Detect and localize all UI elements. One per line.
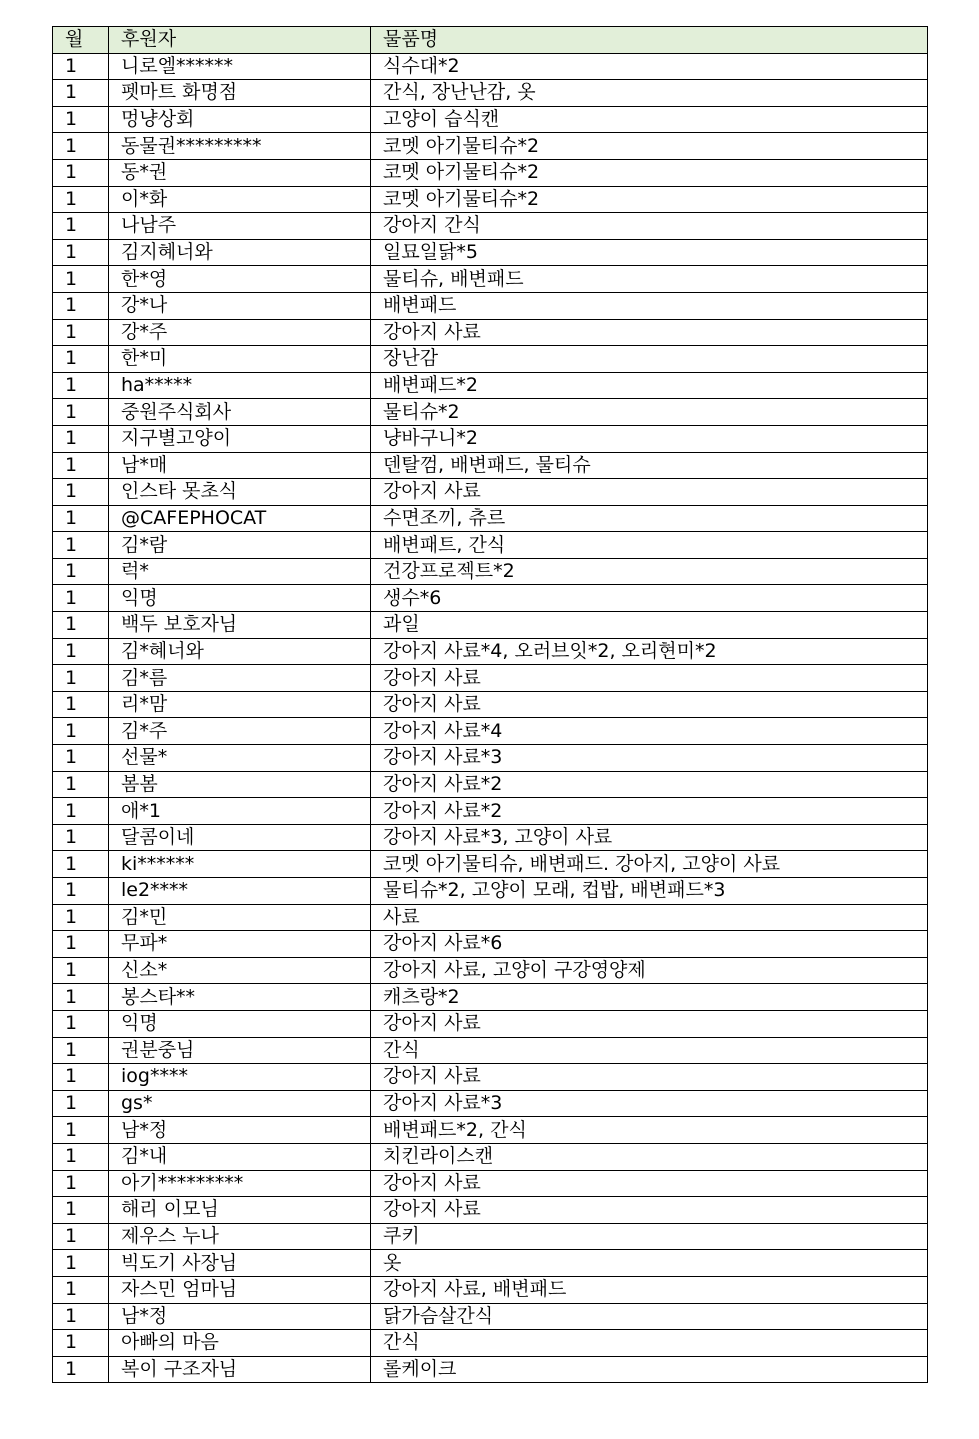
table-row — [53, 1197, 928, 1224]
month-cell: 1 — [53, 691, 109, 718]
month-cell: 1 — [53, 186, 109, 213]
month-cell: 1 — [53, 53, 109, 80]
month-cell: 1 — [53, 1037, 109, 1064]
item-cell: 물티슈, 배변패드 — [371, 266, 928, 293]
month-cell: 1 — [53, 585, 109, 612]
item-cell: 강아지 사료*4, 오러브잇*2, 오리현미*2 — [371, 638, 928, 665]
item-cell: 장난감 — [371, 346, 928, 373]
table-row — [53, 1330, 928, 1357]
donor-cell: 익명 — [109, 1010, 371, 1037]
table-row — [53, 479, 928, 506]
table-row — [53, 957, 928, 984]
item-cell: 강아지 사료 — [371, 1170, 928, 1197]
table-row — [53, 745, 928, 772]
donor-cell: ki****** — [109, 851, 371, 878]
month-cell: 1 — [53, 745, 109, 772]
donor-cell: 동*권 — [109, 159, 371, 186]
month-cell: 1 — [53, 239, 109, 266]
month-cell: 1 — [53, 1303, 109, 1330]
table-row — [53, 798, 928, 825]
month-cell: 1 — [53, 266, 109, 293]
month-cell: 1 — [53, 984, 109, 1011]
donor-cell: 남*정 — [109, 1117, 371, 1144]
header-month: 월 — [53, 27, 109, 54]
item-cell: 코멧 아기물티슈*2 — [371, 186, 928, 213]
donor-cell: 강*주 — [109, 319, 371, 346]
month-cell: 1 — [53, 319, 109, 346]
donor-cell: 애*1 — [109, 798, 371, 825]
table-row — [53, 1223, 928, 1250]
month-cell: 1 — [53, 1330, 109, 1357]
month-cell: 1 — [53, 824, 109, 851]
month-cell: 1 — [53, 1276, 109, 1303]
month-cell: 1 — [53, 665, 109, 692]
table-row — [53, 904, 928, 931]
table-row — [53, 1090, 928, 1117]
donor-cell: 해리 이모님 — [109, 1197, 371, 1224]
item-cell: 간식 — [371, 1330, 928, 1357]
month-cell: 1 — [53, 505, 109, 532]
item-cell: 치킨라이스캔 — [371, 1143, 928, 1170]
donor-cell: 백두 보호자님 — [109, 612, 371, 639]
month-cell: 1 — [53, 612, 109, 639]
table-row — [53, 346, 928, 373]
donor-cell: 김*민 — [109, 904, 371, 931]
item-cell: 냥바구니*2 — [371, 425, 928, 452]
month-cell: 1 — [53, 1170, 109, 1197]
table-row — [53, 213, 928, 240]
header-item: 물품명 — [371, 27, 928, 54]
donor-cell: 김*주 — [109, 718, 371, 745]
donor-cell: le2**** — [109, 878, 371, 905]
month-cell: 1 — [53, 904, 109, 931]
item-cell: 쿠키 — [371, 1223, 928, 1250]
table-row — [53, 505, 928, 532]
table-row — [53, 532, 928, 559]
donor-cell: @CAFEPHOCAT — [109, 505, 371, 532]
donor-cell: 남*정 — [109, 1303, 371, 1330]
item-cell: 강아지 사료*3 — [371, 1090, 928, 1117]
item-cell: 강아지 사료*4 — [371, 718, 928, 745]
month-cell: 1 — [53, 1010, 109, 1037]
item-cell: 간식 — [371, 1037, 928, 1064]
table-row — [53, 1010, 928, 1037]
table-row — [53, 771, 928, 798]
item-cell: 배변패트, 간식 — [371, 532, 928, 559]
table-row — [53, 1064, 928, 1091]
donor-cell: 리*맘 — [109, 691, 371, 718]
table-row — [53, 878, 928, 905]
donor-cell: 봉스타** — [109, 984, 371, 1011]
month-cell: 1 — [53, 452, 109, 479]
table-row — [53, 372, 928, 399]
item-cell: 과일 — [371, 612, 928, 639]
donor-cell: 무파* — [109, 931, 371, 958]
item-cell: 캐츠랑*2 — [371, 984, 928, 1011]
donor-cell: 지구별고양이 — [109, 425, 371, 452]
table-row — [53, 612, 928, 639]
month-cell: 1 — [53, 771, 109, 798]
donor-cell: 선물* — [109, 745, 371, 772]
item-cell: 강아지 간식 — [371, 213, 928, 240]
table-row — [53, 80, 928, 107]
donor-cell: 펫마트 화명점 — [109, 80, 371, 107]
item-cell: 코멧 아기물티슈*2 — [371, 159, 928, 186]
month-cell: 1 — [53, 425, 109, 452]
month-cell: 1 — [53, 798, 109, 825]
item-cell: 물티슈*2, 고양이 모래, 컵밥, 배변패드*3 — [371, 878, 928, 905]
donor-cell: 중원주식회사 — [109, 399, 371, 426]
table-row — [53, 106, 928, 133]
table-row — [53, 665, 928, 692]
table-row — [53, 425, 928, 452]
item-cell: 간식, 장난난감, 옷 — [371, 80, 928, 107]
table-row — [53, 186, 928, 213]
donation-table — [52, 26, 928, 1383]
table-row — [53, 1143, 928, 1170]
item-cell: 강아지 사료 — [371, 1197, 928, 1224]
table-row — [53, 984, 928, 1011]
month-cell: 1 — [53, 80, 109, 107]
item-cell: 강아지 사료*2 — [371, 798, 928, 825]
donor-cell: 익명 — [109, 585, 371, 612]
table-row — [53, 133, 928, 160]
donor-cell: 멍냥상회 — [109, 106, 371, 133]
item-cell: 강아지 사료 — [371, 1010, 928, 1037]
month-cell: 1 — [53, 1143, 109, 1170]
table-row — [53, 638, 928, 665]
item-cell: 수면조끼, 츄르 — [371, 505, 928, 532]
donor-cell: 한*미 — [109, 346, 371, 373]
item-cell: 강아지 사료*6 — [371, 931, 928, 958]
item-cell: 덴탈껌, 배변패드, 물티슈 — [371, 452, 928, 479]
donor-cell: 김*름 — [109, 665, 371, 692]
donor-cell: 인스타 못초식 — [109, 479, 371, 506]
month-cell: 1 — [53, 399, 109, 426]
month-cell: 1 — [53, 346, 109, 373]
month-cell: 1 — [53, 292, 109, 319]
month-cell: 1 — [53, 1090, 109, 1117]
donor-cell: 달콤이네 — [109, 824, 371, 851]
table-row — [53, 1037, 928, 1064]
item-cell: 강아지 사료*3 — [371, 745, 928, 772]
table-row — [53, 1170, 928, 1197]
donor-cell: 복이 구조자님 — [109, 1356, 371, 1383]
table-body — [53, 53, 928, 1383]
donor-cell: 니로엘****** — [109, 53, 371, 80]
month-cell: 1 — [53, 638, 109, 665]
month-cell: 1 — [53, 1117, 109, 1144]
donor-cell: 신소* — [109, 957, 371, 984]
item-cell: 강아지 사료*3, 고양이 사료 — [371, 824, 928, 851]
month-cell: 1 — [53, 213, 109, 240]
donor-cell: 럭* — [109, 558, 371, 585]
item-cell: 일묘일닭*5 — [371, 239, 928, 266]
month-cell: 1 — [53, 532, 109, 559]
item-cell: 코멧 아기물티슈*2 — [371, 133, 928, 160]
month-cell: 1 — [53, 931, 109, 958]
month-cell: 1 — [53, 133, 109, 160]
table-row — [53, 399, 928, 426]
item-cell: 고양이 습식캔 — [371, 106, 928, 133]
item-cell: 강아지 사료 — [371, 1064, 928, 1091]
donor-cell: 이*화 — [109, 186, 371, 213]
item-cell: 강아지 사료*2 — [371, 771, 928, 798]
donor-cell: 남*매 — [109, 452, 371, 479]
donor-cell: 자스민 엄마님 — [109, 1276, 371, 1303]
table-row — [53, 1250, 928, 1277]
item-cell: 물티슈*2 — [371, 399, 928, 426]
donor-cell: 아빠의 마음 — [109, 1330, 371, 1357]
item-cell: 건강프로젝트*2 — [371, 558, 928, 585]
table-row — [53, 824, 928, 851]
item-cell: 강아지 사료 — [371, 479, 928, 506]
month-cell: 1 — [53, 878, 109, 905]
table-row — [53, 718, 928, 745]
item-cell: 배변패드*2 — [371, 372, 928, 399]
table-row — [53, 558, 928, 585]
item-cell: 생수*6 — [371, 585, 928, 612]
table-row — [53, 691, 928, 718]
donor-cell: 제우스 누나 — [109, 1223, 371, 1250]
donor-cell: 김*내 — [109, 1143, 371, 1170]
item-cell: 강아지 사료 — [371, 319, 928, 346]
month-cell: 1 — [53, 479, 109, 506]
item-cell: 옷 — [371, 1250, 928, 1277]
table-header — [53, 27, 928, 54]
item-cell: 배변패드*2, 간식 — [371, 1117, 928, 1144]
table-row — [53, 159, 928, 186]
donor-cell: ha***** — [109, 372, 371, 399]
month-cell: 1 — [53, 1197, 109, 1224]
month-cell: 1 — [53, 106, 109, 133]
month-cell: 1 — [53, 851, 109, 878]
month-cell: 1 — [53, 159, 109, 186]
item-cell: 식수대*2 — [371, 53, 928, 80]
table-row — [53, 1303, 928, 1330]
month-cell: 1 — [53, 1064, 109, 1091]
donor-cell: 나남주 — [109, 213, 371, 240]
table-row — [53, 319, 928, 346]
table-row — [53, 851, 928, 878]
item-cell: 닭가슴살간식 — [371, 1303, 928, 1330]
table-row — [53, 1276, 928, 1303]
month-cell: 1 — [53, 1356, 109, 1383]
donor-cell: gs* — [109, 1090, 371, 1117]
item-cell: 배변패드 — [371, 292, 928, 319]
table-row — [53, 1117, 928, 1144]
donor-cell: iog**** — [109, 1064, 371, 1091]
table-row — [53, 53, 928, 80]
table-row — [53, 931, 928, 958]
item-cell: 강아지 사료 — [371, 665, 928, 692]
table-row — [53, 452, 928, 479]
month-cell: 1 — [53, 957, 109, 984]
table-row — [53, 585, 928, 612]
table-row — [53, 239, 928, 266]
month-cell: 1 — [53, 558, 109, 585]
item-cell: 롤케이크 — [371, 1356, 928, 1383]
donor-cell: 김*혜너와 — [109, 638, 371, 665]
month-cell: 1 — [53, 1223, 109, 1250]
donor-cell: 강*나 — [109, 292, 371, 319]
donor-cell: 김*람 — [109, 532, 371, 559]
donor-cell: 봄봄 — [109, 771, 371, 798]
month-cell: 1 — [53, 1250, 109, 1277]
month-cell: 1 — [53, 372, 109, 399]
item-cell: 코멧 아기물티슈, 배변패드. 강아지, 고양이 사료 — [371, 851, 928, 878]
item-cell: 강아지 사료, 배변패드 — [371, 1276, 928, 1303]
item-cell: 강아지 사료, 고양이 구강영양제 — [371, 957, 928, 984]
donor-cell: 권분중님 — [109, 1037, 371, 1064]
donor-cell: 아기********* — [109, 1170, 371, 1197]
donor-cell: 한*영 — [109, 266, 371, 293]
table-row — [53, 1356, 928, 1383]
item-cell: 강아지 사료 — [371, 691, 928, 718]
header-donor: 후원자 — [109, 27, 371, 54]
header-row — [53, 27, 928, 54]
table-row — [53, 292, 928, 319]
item-cell: 사료 — [371, 904, 928, 931]
table-row — [53, 266, 928, 293]
donor-cell: 김지혜너와 — [109, 239, 371, 266]
donor-cell: 동물권********* — [109, 133, 371, 160]
month-cell: 1 — [53, 718, 109, 745]
donor-cell: 빅도기 사장님 — [109, 1250, 371, 1277]
